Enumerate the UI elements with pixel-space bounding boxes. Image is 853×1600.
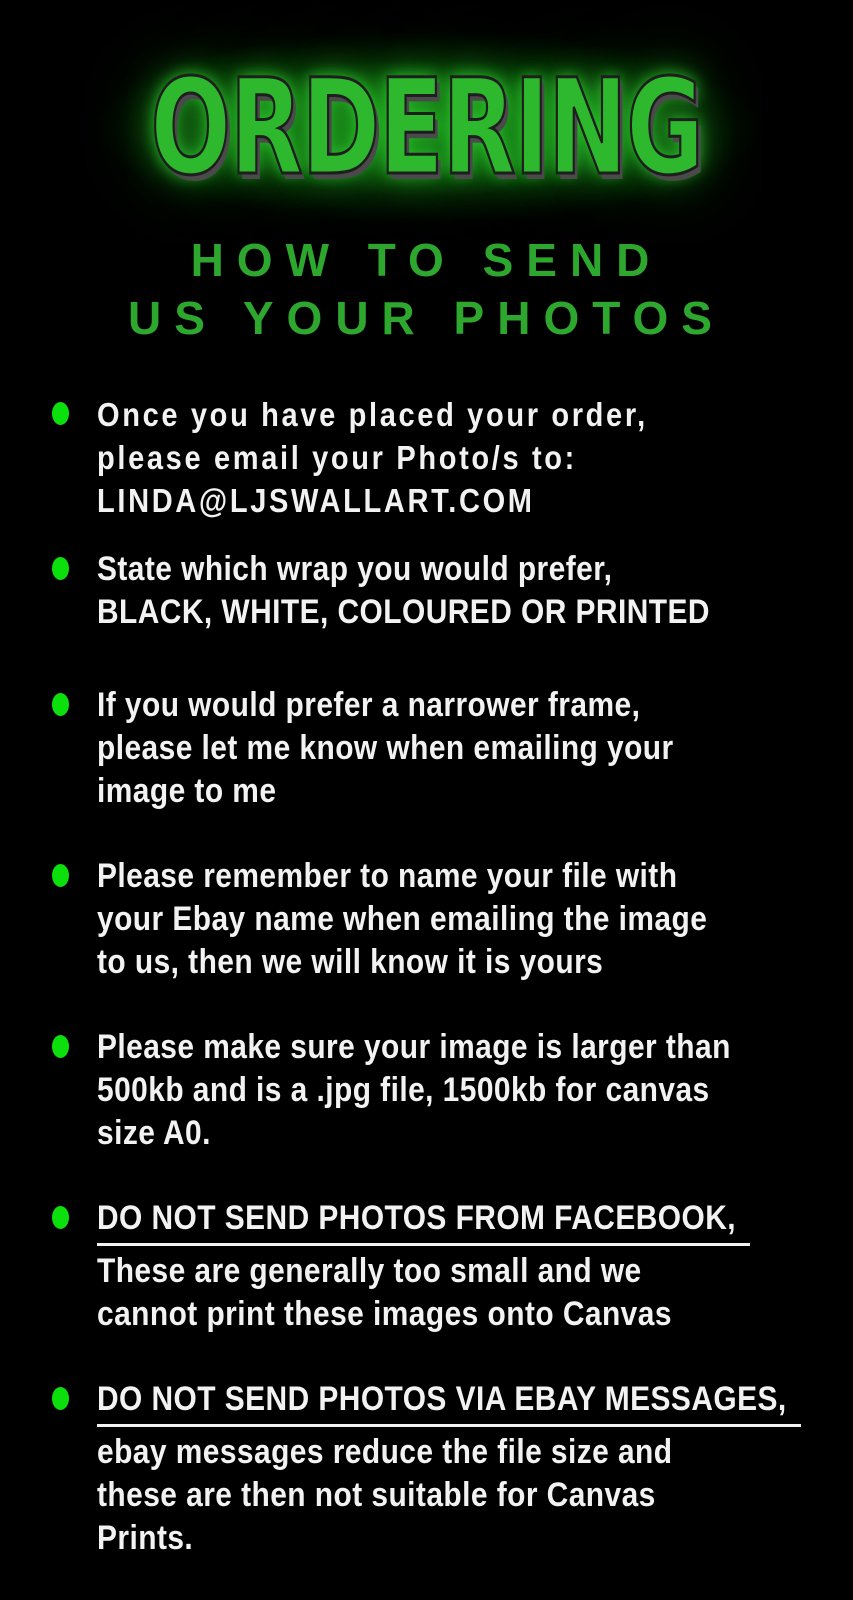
bullet-dot-icon [52, 1206, 69, 1229]
bullet-line: your Ebay name when emailing the image [97, 900, 708, 938]
bullet-item-no-ebay-messages [52, 1378, 853, 1560]
subtitle-line-1: HOW TO SEND [190, 234, 663, 286]
bullet-line: to us, then we will know it is yours [97, 943, 604, 981]
bullet-line: please let me know when emailing your [97, 729, 674, 767]
subtitle [0, 231, 853, 347]
bullet-line: Prints. [97, 1519, 194, 1557]
bullet-line: If you would prefer a narrower frame, [97, 686, 641, 724]
bullet-line: State which wrap you would prefer, [97, 550, 613, 588]
bullet-line: BLACK, WHITE, COLOURED OR PRINTED [97, 593, 710, 631]
ordering-title: ORDERING [150, 50, 703, 205]
bullet-line: ebay messages reduce the file size and [97, 1433, 673, 1471]
bullet-text [97, 393, 648, 522]
bullet-line: cannot print these images onto Canvas [97, 1295, 672, 1333]
bullet-dot-icon [52, 402, 69, 425]
title-glow [87, 30, 767, 225]
bullet-item-file-size [52, 1026, 853, 1155]
bullet-item-file-naming [52, 855, 853, 984]
bullet-dot-icon [52, 557, 69, 580]
bullet-heading-no-facebook: DO NOT SEND PHOTOS FROM FACEBOOK, [97, 1197, 750, 1246]
bullet-line: Once you have placed your order, [97, 396, 648, 433]
bullet-item-wrap-choice [52, 548, 853, 634]
bullet-text [97, 548, 710, 634]
bullet-dot-icon [52, 1035, 69, 1058]
subtitle-line-2: US YOUR PHOTOS [128, 292, 725, 344]
bullet-line: Please remember to name your file with [97, 857, 678, 895]
bullet-text [97, 1378, 801, 1560]
bullet-line: image to me [97, 772, 277, 810]
bullet-text [97, 855, 707, 984]
bullet-list [0, 393, 853, 1560]
bullet-line: please email your Photo/s to: [97, 439, 577, 476]
bullet-heading-no-ebay-messages: DO NOT SEND PHOTOS VIA EBAY MESSAGES, [97, 1378, 801, 1427]
bullet-line: these are then not suitable for Canvas [97, 1476, 656, 1514]
bullet-line: size A0. [97, 1114, 211, 1152]
bullet-item-no-facebook [52, 1197, 853, 1336]
bullet-line: 500kb and is a .jpg file, 1500kb for canvas [97, 1071, 710, 1109]
bullet-line: These are generally too small and we [97, 1252, 642, 1290]
bullet-dot-icon [52, 1387, 69, 1410]
bullet-dot-icon [52, 864, 69, 887]
bullet-text [97, 684, 674, 813]
bullet-line: Please make sure your image is larger than [97, 1028, 731, 1066]
bullet-item-order-email [52, 393, 853, 522]
email-address: LINDA@LJSWALLART.COM [97, 482, 535, 519]
bullet-dot-icon [52, 693, 69, 716]
bullet-item-narrower-frame [52, 684, 853, 813]
bullet-text [97, 1197, 750, 1336]
bullet-text [97, 1026, 731, 1155]
